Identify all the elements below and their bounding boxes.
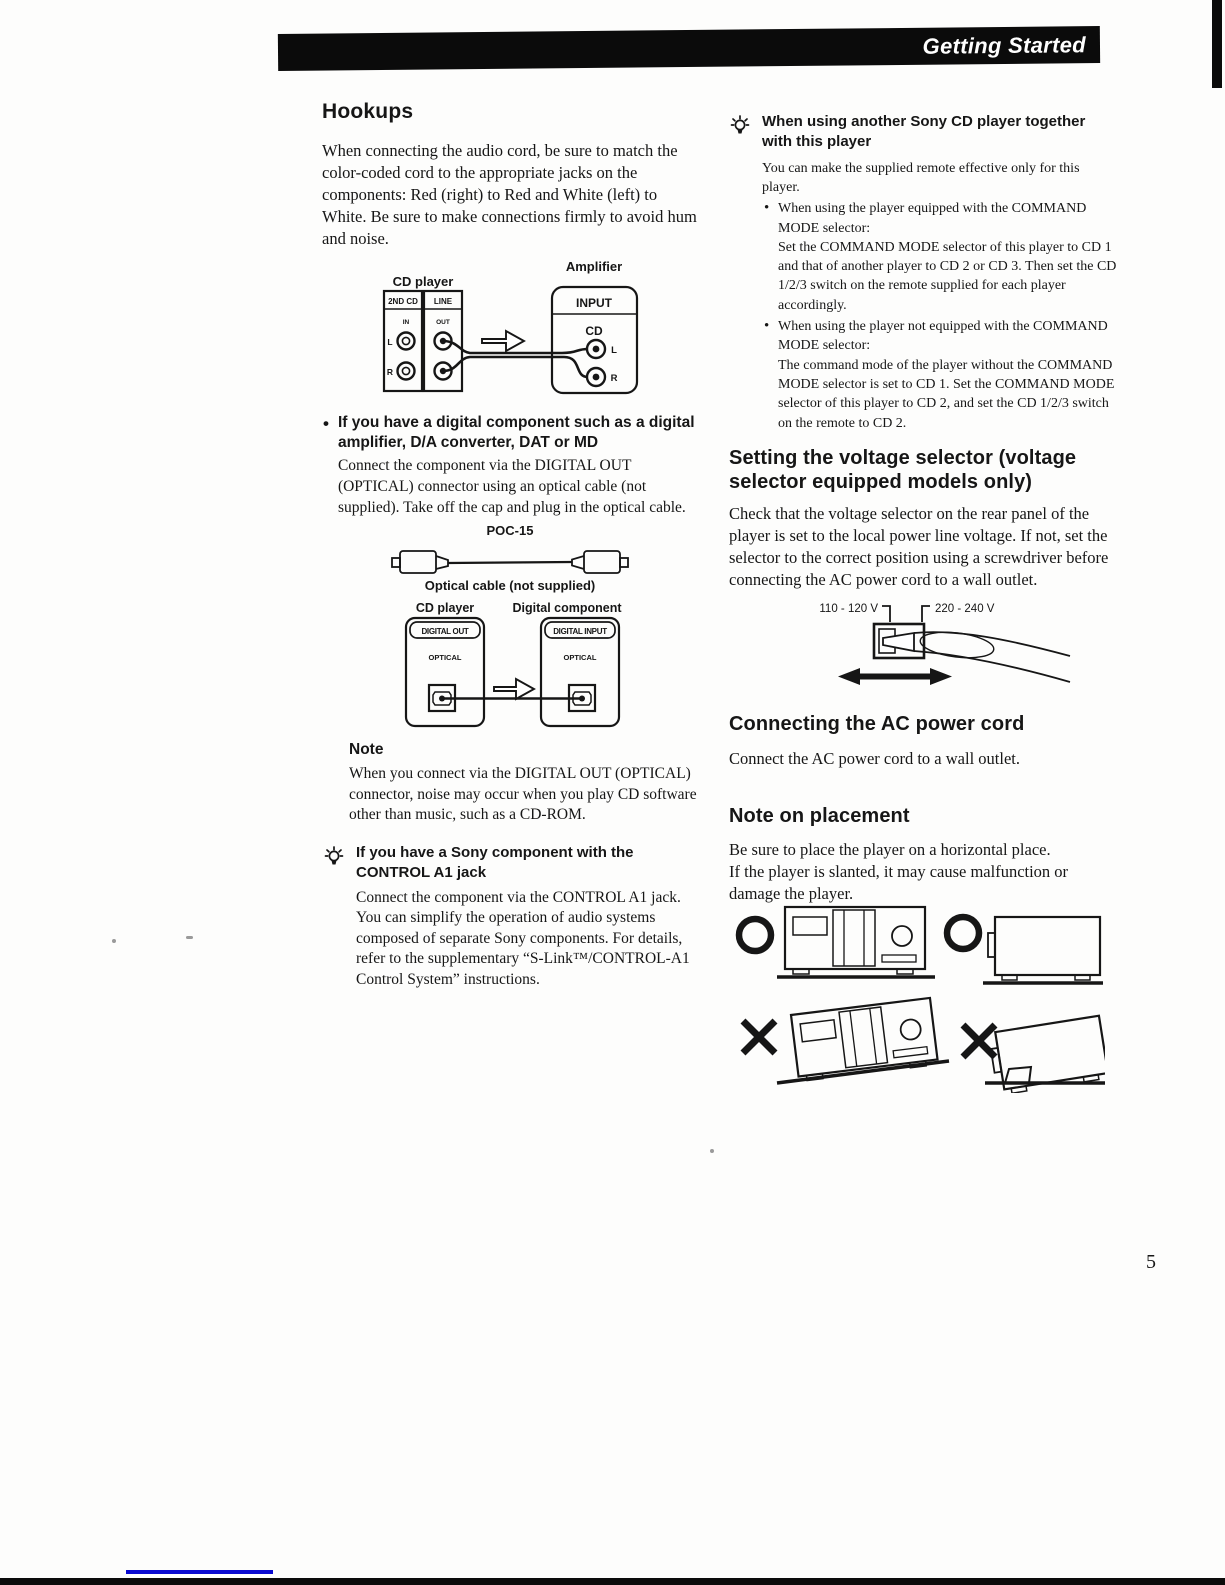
voltage-110-label: 110 - 120 V: [819, 603, 878, 615]
scan-artifact-blue-line: [126, 1570, 273, 1574]
slide-direction-arrow-icon: [838, 668, 952, 685]
voltage-selector-diagram: [782, 592, 1077, 694]
placement-body-line2: If the player is slanted, it may cause malfunction or damage the player.: [729, 862, 1069, 904]
optical-cable-diagram: [384, 518, 636, 594]
scan-artifact-top-right: [1212, 0, 1222, 88]
placement-title: Note on placement: [729, 805, 910, 827]
amplifier-panel: [552, 287, 637, 393]
optical-label-left: OPTICAL: [428, 653, 462, 662]
scan-speck: [186, 936, 193, 939]
placement-ok-front: [739, 907, 935, 977]
header-bar: [278, 26, 1100, 71]
note-title: Note: [349, 741, 384, 758]
signal-flow-arrow-icon: [494, 679, 534, 699]
hookups-title: Hookups: [322, 100, 414, 123]
voltage-selector-title: Setting the voltage selector (voltage selector equipped models only): [729, 447, 1077, 494]
page-header-title: Getting Started: [922, 31, 1087, 59]
cd-input-label: CD: [585, 324, 603, 338]
amp-l-label: L: [611, 345, 617, 356]
tip-sony-player-bullets: [762, 199, 1118, 433]
bullet-lead: • When using the player not equipped with the COMMAND MODE selector:: [778, 319, 1108, 354]
input-label: INPUT: [576, 296, 612, 310]
signal-flow-arrow-icon: [482, 331, 524, 351]
tip-control-a1-heading: If you have a Sony component with the CONTROL A1 jack: [356, 844, 634, 881]
bullet-icon: •: [323, 414, 329, 433]
optical-label-right: OPTICAL: [563, 653, 597, 662]
in-r-label: R: [386, 367, 394, 377]
ac-power-title: Connecting the AC power cord: [729, 713, 1025, 735]
bullet-body: The command mode of the player without the COMMAND MODE selector is set to CD 1. Set the COMMAND MODE selector of this player to CD 2, and set the CD 1/2/3 switch on the remote to CD 2.: [778, 357, 1115, 431]
digital-out-panel: [406, 618, 484, 726]
digital-input-label: DIGITAL INPUT: [553, 627, 607, 636]
note-section: [349, 740, 705, 826]
diagram-amplifier-label: Amplifier: [565, 259, 623, 274]
voltage-selector-body: Check that the voltage selector on the rear panel of the player is set to the local power line voltage. If not, set the selector to the correct position using a screwdriver before connecting the AC power cord to a wall outlet.: [729, 504, 1109, 590]
out-label: OUT: [436, 319, 450, 326]
bullet-lead: • When using the player equipped with the COMMAND MODE selector:: [778, 201, 1087, 236]
rca-jack-amp-r: [587, 368, 605, 386]
in-label: IN: [402, 319, 410, 326]
diagram-cd-player-label: CD player: [392, 274, 454, 289]
bullet-body: Set the COMMAND MODE selector of this player to CD 1 and that of another player to CD 2 or CD 3. Then set the CD 1/2/3 switch on the remote supplied for each player accordingly.: [778, 239, 1117, 313]
tip-lightbulb-icon: [323, 843, 347, 991]
panel-2nd-cd-label: 2ND CD: [388, 297, 418, 306]
scan-artifact-bottom-bar: [0, 1578, 1225, 1585]
placement-bad-side: [963, 1016, 1105, 1093]
bracket-110: [882, 606, 890, 622]
page-number: 5: [1146, 1251, 1156, 1273]
placement-bad-front: [743, 998, 949, 1083]
list-item: [778, 199, 1118, 315]
digital-component-section: [323, 413, 707, 518]
digital-component-heading: If you have a digital component such as a digital amplifier, D/A converter, DAT or MD: [337, 414, 695, 452]
digital-component-label: Digital component: [512, 601, 622, 615]
tip-lightbulb-icon: [729, 112, 753, 433]
note-body: When you connect via the DIGITAL OUT (OPTICAL) connector, noise may occur when you play CD software other than music, such as a CD-ROM.: [349, 765, 697, 824]
voltage-220-label: 220 - 240 V: [935, 603, 995, 615]
analog-hookup-diagram: [366, 257, 658, 411]
placement-body-line1: Be sure to place the player on a horizontal place.: [729, 840, 1051, 859]
rca-jack-in-r: [398, 363, 415, 380]
tip-control-a1: [323, 843, 709, 991]
tip-sony-player-heading: When using another Sony CD player together with this player: [762, 113, 1086, 150]
bracket-220: [922, 606, 930, 622]
placement-ok-side: [947, 917, 1103, 983]
rca-jack-amp-l: [587, 340, 605, 358]
in-l-label: L: [387, 337, 393, 347]
tip-sony-player-intro: You can make the supplied remote effective only for this player.: [762, 160, 1080, 195]
cable-caption: Optical cable (not supplied): [424, 578, 596, 593]
ac-power-body: Connect the AC power cord to a wall outlet.: [729, 749, 1020, 768]
tip-sony-player: [729, 112, 1121, 433]
optical-jack-right: [569, 685, 595, 711]
digital-input-panel: [541, 618, 619, 726]
optical-cable-drawing: [392, 551, 628, 573]
digital-cd-player-label: CD player: [415, 601, 475, 615]
cable-model-label: POC-15: [486, 523, 534, 538]
digital-out-label: DIGITAL OUT: [421, 627, 469, 636]
placement-figures: [733, 893, 1105, 1093]
amp-r-label: R: [610, 373, 618, 384]
hookups-body: When connecting the audio cord, be sure to match the color-coded cord to the appropriate jacks on the components: Red (right) to Red and White (left) to White. Be sure to make connections firmly to avoid hum and noise.: [322, 141, 697, 249]
list-item: [778, 317, 1118, 433]
scan-speck: [710, 1149, 714, 1153]
digital-hookup-diagram: [394, 597, 631, 731]
digital-component-body: Connect the component via the DIGITAL OUT (OPTICAL) connector using an optical cable (not supplied). Take off the cap and plug in the optical cable.: [337, 457, 686, 516]
panel-line-label: LINE: [433, 297, 453, 306]
rca-jack-in-l: [398, 333, 415, 350]
scan-speck: [112, 939, 116, 943]
tip-control-a1-body: Connect the component via the CONTROL A1 jack. You can simplify the operation of audio systems composed of separate Sony components. For details, refer to the supplementary “S-Link™/CONTROL-A1 Control System” instructions.: [356, 888, 690, 989]
